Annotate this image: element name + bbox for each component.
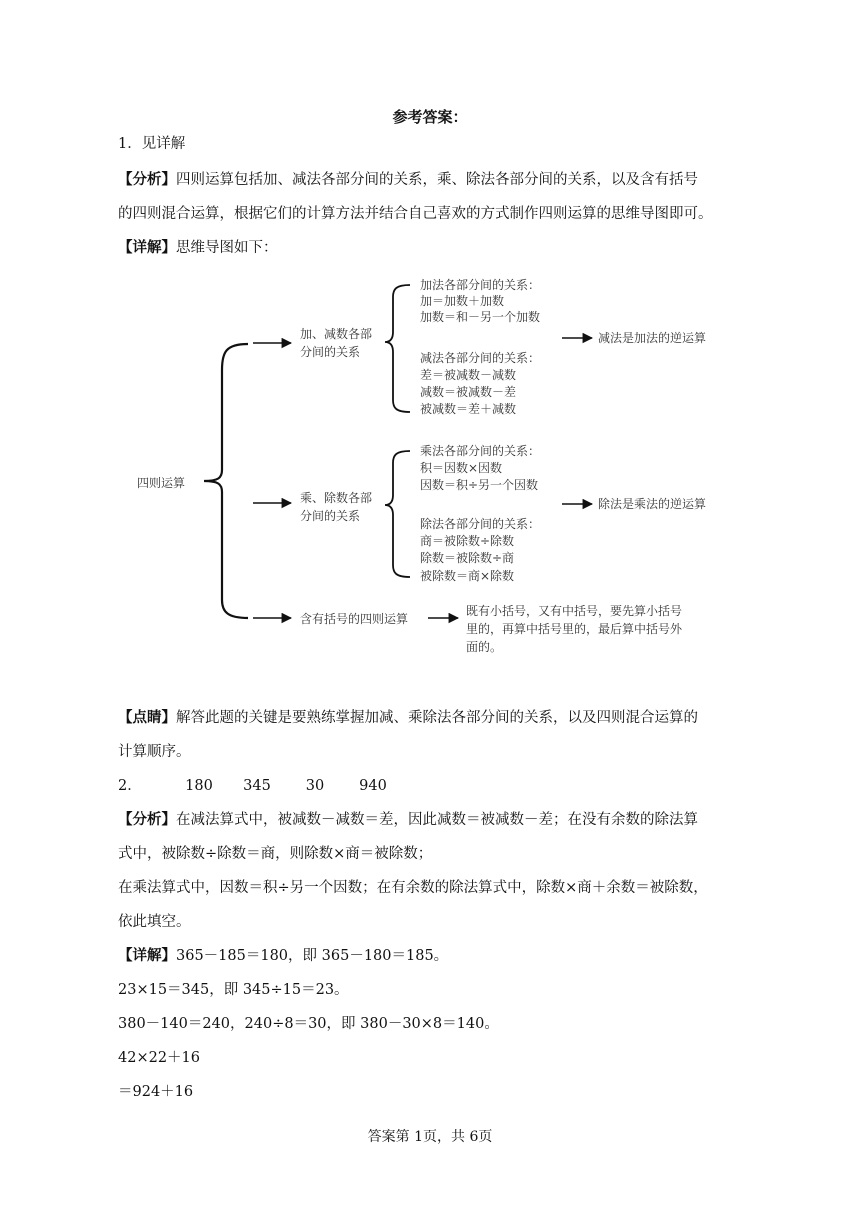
answer-1: 180 bbox=[185, 778, 213, 794]
mm-mul-title: 乘法各部分间的关系： bbox=[420, 444, 541, 458]
detail-text: 365－185＝180，即 365－180＝185。 bbox=[176, 948, 449, 964]
detail-tag: 【详解】 bbox=[118, 239, 176, 256]
q2-heading bbox=[118, 776, 402, 796]
page-title: 参考答案： bbox=[392, 108, 468, 126]
q1-comment bbox=[118, 708, 698, 728]
q2-analysis bbox=[118, 810, 698, 830]
mm-add-sub-label-2: 分间的关系 bbox=[300, 345, 361, 359]
mm-sub-1: 差＝被减数－减数 bbox=[420, 368, 517, 382]
mm-add-title: 加法各部分间的关系： bbox=[420, 278, 541, 292]
page-footer: 答案第 1页，共 6页 bbox=[367, 1129, 493, 1145]
answer-4: 940 bbox=[359, 778, 387, 794]
mm-div-2: 除数＝被除数÷商 bbox=[420, 551, 515, 565]
q2-number: 2． bbox=[118, 778, 142, 794]
mm-mul-conclusion: 除法是乘法的逆运算 bbox=[598, 497, 707, 511]
mm-mul-2: 因数＝积÷另一个因数 bbox=[420, 478, 539, 492]
mm-brackets-desc-1: 既有小括号，又有中括号，要先算小括号 bbox=[466, 604, 683, 618]
mm-add-1: 加＝加数＋加数 bbox=[420, 294, 505, 308]
q2-detail bbox=[118, 946, 448, 966]
mm-div-3: 被除数＝商×除数 bbox=[420, 569, 515, 583]
analysis-text: 在减法算式中，被减数－减数＝差，因此减数＝被减数－差；在没有余数的除法算 bbox=[176, 812, 698, 828]
q1-heading: 1．见详解 bbox=[118, 136, 186, 152]
mm-add-conclusion: 减法是加法的逆运算 bbox=[598, 331, 707, 345]
comment-tag: 【点睛】 bbox=[118, 709, 176, 726]
q2-analysis-4: 依此填空。 bbox=[118, 914, 191, 930]
analysis-text: 四则运算包括加、减法各部分间的关系，乘、除法各部分间的关系，以及含有括号 bbox=[176, 172, 698, 188]
q2-detail-5: ＝924＋16 bbox=[118, 1084, 194, 1100]
mm-mul-div-label-1: 乘、除数各部 bbox=[300, 491, 373, 505]
mm-brackets-label: 含有括号的四则运算 bbox=[300, 612, 409, 626]
mm-div-title: 除法各部分间的关系： bbox=[420, 517, 541, 531]
mm-sub-3: 被减数＝差＋减数 bbox=[420, 402, 517, 416]
mm-mul-1: 积＝因数×因数 bbox=[420, 461, 503, 475]
answer-3: 30 bbox=[305, 778, 325, 794]
mm-root: 四则运算 bbox=[137, 476, 186, 490]
q2-analysis-2: 式中，被除数÷除数＝商，则除数×商＝被除数； bbox=[118, 846, 433, 862]
mm-brackets-desc-3: 面的。 bbox=[466, 640, 503, 654]
q2-detail-3: 380－140＝240，240÷8＝30，即 380－30×8＝140。 bbox=[118, 1016, 499, 1032]
detail-tag: 【详解】 bbox=[118, 947, 176, 964]
mm-sub-title: 减法各部分间的关系： bbox=[420, 351, 541, 365]
mm-brackets-desc-2: 里的，再算中括号里的，最后算中括号外 bbox=[466, 622, 683, 636]
mul-div-brace bbox=[385, 451, 410, 577]
mm-sub-2: 减数＝被减数－差 bbox=[420, 385, 517, 399]
mm-div-1: 商＝被除数÷除数 bbox=[420, 534, 515, 548]
q1-analysis-cont: 的四则混合运算，根据它们的计算方法并结合自己喜欢的方式制作四则运算的思维导图即可。 bbox=[118, 206, 713, 222]
detail-text: 思维导图如下： bbox=[176, 240, 278, 256]
q1-comment-cont: 计算顺序。 bbox=[118, 744, 191, 760]
main-brace bbox=[204, 344, 248, 618]
comment-text: 解答此题的关键是要熟练掌握加减、乘除法各部分间的关系，以及四则混合运算的 bbox=[176, 710, 698, 726]
mm-add-2: 加数＝和－另一个加数 bbox=[420, 310, 541, 324]
q2-analysis-3: 在乘法算式中，因数＝积÷另一个因数；在有余数的除法算式中，除数×商＋余数＝被除数， bbox=[118, 880, 708, 896]
mm-add-sub-label-1: 加、减数各部 bbox=[300, 327, 373, 341]
add-sub-brace bbox=[385, 285, 410, 412]
answer-2: 345 bbox=[243, 778, 271, 794]
q2-detail-2: 23×15＝345，即 345÷15＝23。 bbox=[118, 982, 349, 998]
mm-mul-div-label-2: 分间的关系 bbox=[300, 509, 361, 523]
analysis-tag: 【分析】 bbox=[118, 171, 176, 188]
q2-detail-4: 42×22＋16 bbox=[118, 1050, 201, 1066]
analysis-tag: 【分析】 bbox=[118, 811, 176, 828]
